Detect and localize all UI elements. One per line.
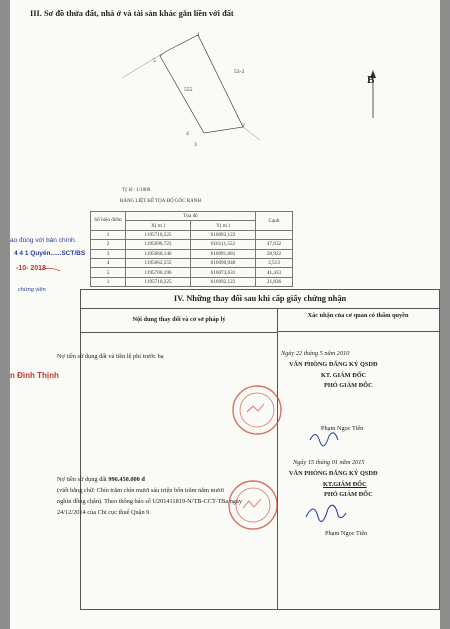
parcel-number-label: 555 (184, 87, 193, 93)
coord-cell-edge: 47,632 (256, 240, 293, 249)
coord-cell-y: 616090,948 (191, 258, 256, 267)
coord-header-edge: Cạnh (256, 212, 293, 231)
coord-cell-edge: 20,922 (256, 249, 293, 258)
copy-stamp-line2: 4 4 1 Quyển......SCT/BS (14, 250, 86, 257)
copy-stamp-line1: ao đúng với bản chính. (10, 237, 77, 244)
entry1-role2: PHÓ GIÁM ĐỐC (324, 382, 373, 389)
entry1-role1: KT. GIÁM ĐỐC (321, 372, 367, 379)
copy-stamp-signer: n Đình Thịnh (10, 371, 59, 380)
coord-table-title: BẢNG LIỆT KÊ TỌA ĐỘ GÓC RANH (120, 199, 201, 204)
entry2-prefix: Nợ tiền sử dụng đất (57, 476, 109, 483)
red-seal (233, 386, 281, 434)
coord-cell-y: 616092,122 (191, 277, 256, 286)
coord-cell-edge: 2,513 (256, 258, 293, 267)
coord-cell-y: 616111,552 (191, 240, 256, 249)
signature (306, 505, 346, 521)
seal-overlay (10, 0, 440, 629)
section-4-title: IV. Những thay đổi sau khi cấp giấy chứng nhận (81, 290, 439, 309)
entry2-signer: Phạm Ngọc Tiên (325, 530, 368, 537)
red-seal (229, 481, 277, 529)
coord-cell-y: 616073,631 (191, 268, 256, 277)
point-label-3: 3 (194, 142, 197, 148)
signature (40, 268, 60, 271)
entry2-amount: 996.450.000 đ (108, 476, 145, 483)
coord-cell-point: 3 (91, 249, 126, 258)
entry2-role2: PHÓ GIÁM ĐỐC (324, 491, 373, 498)
coord-cell-x: 1195700,196 (126, 268, 191, 277)
entry2-line3: nghìn đồng chẵn). Theo thông báo số U201411819-N/TB-CCT-TBa ngày (57, 498, 242, 505)
coord-cell-point: 2 (91, 240, 126, 249)
coord-header-coords: Tọa độ (126, 212, 256, 221)
entry2-office: VĂN PHÒNG ĐĂNG KÝ QSDĐ (289, 470, 378, 477)
section-3-heading: III. Sơ đồ thửa đất, nhà ở và tài sản khác gắn liền với đất (30, 9, 234, 18)
entry2-line2: (viết bằng chữ: Chín trăm chín mươi sáu triệu bốn trăm năm mươi (57, 487, 224, 494)
adjacent-parcel-label: 53-2 (234, 69, 245, 75)
coord-header-y: Y( m ) (191, 221, 256, 230)
entry1-office: VĂN PHÒNG ĐĂNG KÝ QSDĐ (289, 361, 378, 368)
entry1-date: Ngày 22 tháng 5 năm 2010 (281, 350, 350, 357)
coord-cell-x: 1195660,146 (126, 249, 191, 258)
entry2-role1: KT.GIÁM ĐỐC (323, 481, 367, 488)
coord-header-point: Số hiệu điểm (91, 212, 126, 231)
entry1-signer: Phạm Ngọc Tiên (321, 425, 364, 432)
coord-cell-point: 1 (91, 277, 126, 286)
signature (310, 433, 338, 446)
coord-cell-x: 1195710,225 (126, 277, 191, 286)
coord-cell-x: 1195710,225 (126, 230, 191, 239)
entry2-line4: 24/12/2014 của Chi cục thuế Quận 9. (57, 509, 151, 516)
coord-cell-edge: 21,836 (256, 277, 293, 286)
coord-cell-point: 1 (91, 230, 126, 239)
coord-cell-point: 4 (91, 258, 126, 267)
coord-cell-y: 616092,122 (191, 230, 256, 239)
coord-cell-x: 1195662,555 (126, 258, 191, 267)
coord-cell-x: 1195696,723 (126, 240, 191, 249)
col-header-content: Nội dung thay đổi và cơ sở pháp lý (81, 308, 277, 333)
entry2-date: Ngày 15 tháng 01 năm 2015 (293, 459, 365, 466)
point-label-1: 1 (197, 32, 200, 38)
point-label-4: 4 (186, 131, 189, 137)
point-label-5: 5 (153, 58, 156, 64)
copy-stamp-line4: chứng viên (18, 287, 46, 293)
col-header-confirm: Xác nhận của cơ quan có thẩm quyền (277, 308, 439, 332)
coord-header-x: X( m ) (126, 221, 191, 230)
document-page (10, 0, 440, 629)
point-label-2: 2 (242, 123, 245, 129)
scale-text: Tỷ lệ : 1/1000 (122, 188, 151, 193)
north-arrow-label: B (367, 74, 375, 86)
coord-cell-y: 616091,681 (191, 249, 256, 258)
coord-cell-point: 5 (91, 268, 126, 277)
coord-cell-edge: 41,433 (256, 268, 293, 277)
copy-stamp-date: -10- 2018 (16, 265, 46, 272)
entry1-content: Nợ tiền sử dụng đất và tiền lệ phí trước bạ (57, 353, 164, 360)
